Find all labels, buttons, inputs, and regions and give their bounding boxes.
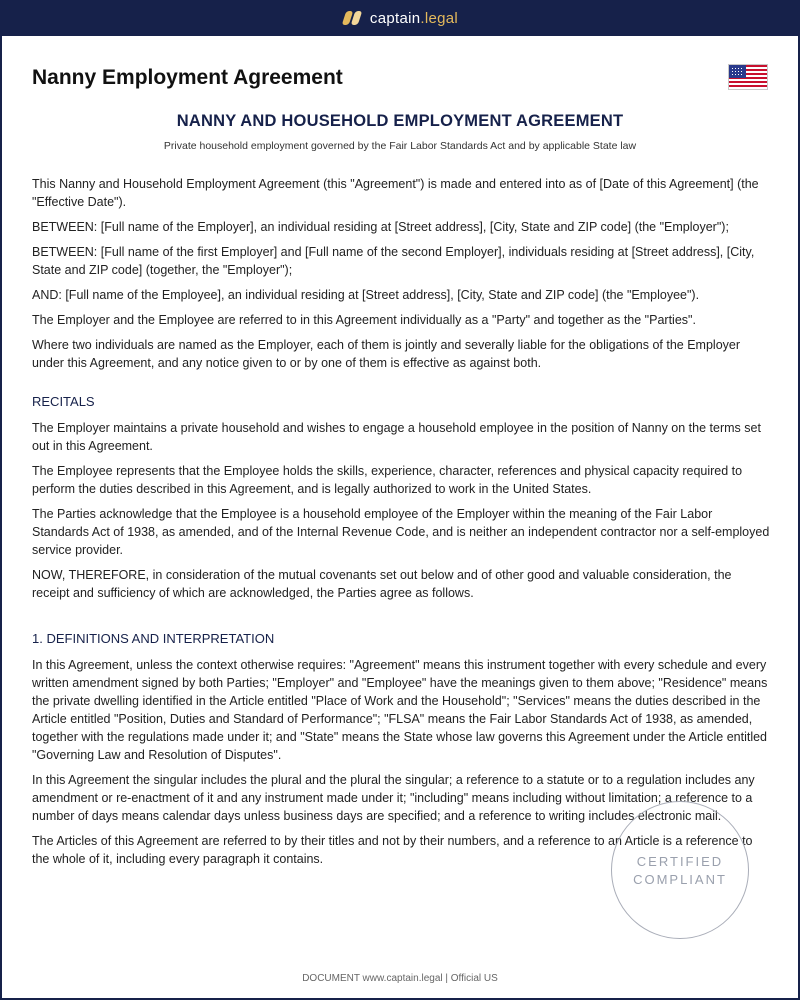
intro-paragraph: The Employer and the Employee are referred to in this Agreement individually as a "Party" and together as the "Parties". — [32, 313, 696, 327]
intro-paragraph: BETWEEN: [Full name of the first Employer] and [Full name of the second Employer], individuals residing at [Street address], [City, State and ZIP code] (together, the "Employer"); — [32, 245, 755, 277]
recital-paragraph: The Employer maintains a private household and wishes to engage a household employee in the position of Nanny on the terms set out in this Agreement. — [32, 421, 761, 453]
us-flag-icon — [728, 64, 768, 90]
footer-text[interactable]: DOCUMENT www.captain.legal | Official US — [302, 973, 498, 984]
stamp-line-1: CERTIFIED — [636, 854, 724, 869]
top-bar — [0, 0, 800, 36]
footer — [0, 973, 800, 984]
intro-paragraph: BETWEEN: [Full name of the Employer], an individual residing at [Street address], [City, State and ZIP code] (the "Employer"); — [32, 220, 729, 234]
brand-wordmark — [370, 10, 458, 27]
document-title: Nanny Employment Agreement — [32, 66, 343, 89]
intro-paragraph: AND: [Full name of the Employee], an individual residing at [Street address], [City, State and ZIP code] (the "Employee"). — [32, 288, 700, 302]
stamp-line-2: COMPLIANT — [633, 872, 727, 887]
agreement-body — [32, 175, 770, 949]
captain-logo-icon — [342, 10, 362, 26]
recitals-heading: RECITALS — [32, 394, 95, 409]
brand-name: captain — [369, 9, 421, 27]
brand-suffix: .legal — [420, 9, 459, 27]
intro-paragraph: Where two individuals are named as the Employer, each of them is jointly and severally liable for the obligations of the Employer under this Agreement, and any notice given to or by one of them is effective as against both. — [32, 338, 741, 370]
recital-paragraph: The Employee represents that the Employee holds the skills, experience, character, references and physical capacity required to perform the duties described in this Agreement, and is legally authorized to work in the United States. — [32, 464, 743, 496]
brand[interactable] — [342, 10, 458, 27]
recital-paragraph: NOW, THEREFORE, in consideration of the mutual covenants set out below and of other good and valuable consideration, the receipt and sufficiency of which are acknowledged, the Parties agree as follows. — [32, 568, 732, 600]
definition-paragraph: The Articles of this Agreement are referred to by their titles and not by their numbers, and a reference to an Article is a reference to the whole of it, including every paragraph it contains. — [32, 834, 753, 866]
intro-paragraph: This Nanny and Household Employment Agreement (this "Agreement") is made and entered into as of [Date of this Agreement] (the "Effective Date"). — [32, 177, 759, 209]
definition-paragraph: In this Agreement, unless the context otherwise requires: "Agreement" means this instrument together with every schedule and every written amendment signed by both Parties; "Employer" and "Employee" have the meanings given to them above; "Residence" means the private dwelling identified in the Article entitled "Place of Work and the Household"; "Services" means the duties described in the Article entitled "Position, Duties and Standard of Performance"; "FLSA" means the Fair Labor Standards Act of 1938, as amended, together with the regulations made under it; and "State" means the State whose law governs this Agreement under the Article entitled "Governing Law and Resolution of Disputes". — [32, 658, 768, 762]
recital-paragraph: The Parties acknowledge that the Employee is a household employee of the Employer within the meaning of the Fair Labor Standards Act of 1938, as amended, and of the Internal Revenue Code, and is neither an independent contractor nor a self-employed service provider. — [32, 507, 770, 557]
agreement-subheading: Private household employment governed by the Fair Labor Standards Act and by applicable State law — [163, 140, 637, 152]
definition-paragraph: In this Agreement the singular includes the plural and the plural the singular; a reference to a statute or to a regulation includes any amendment or re-enactment of it and any instrument made under it; "including" means including without limitation; a reference to a number of days means calendar days unless business days are specified; and a reference to writing includes electronic mail. — [32, 773, 755, 823]
definitions-heading: 1. DEFINITIONS AND INTERPRETATION — [32, 631, 275, 646]
agreement-heading: NANNY AND HOUSEHOLD EMPLOYMENT AGREEMENT — [176, 112, 624, 130]
